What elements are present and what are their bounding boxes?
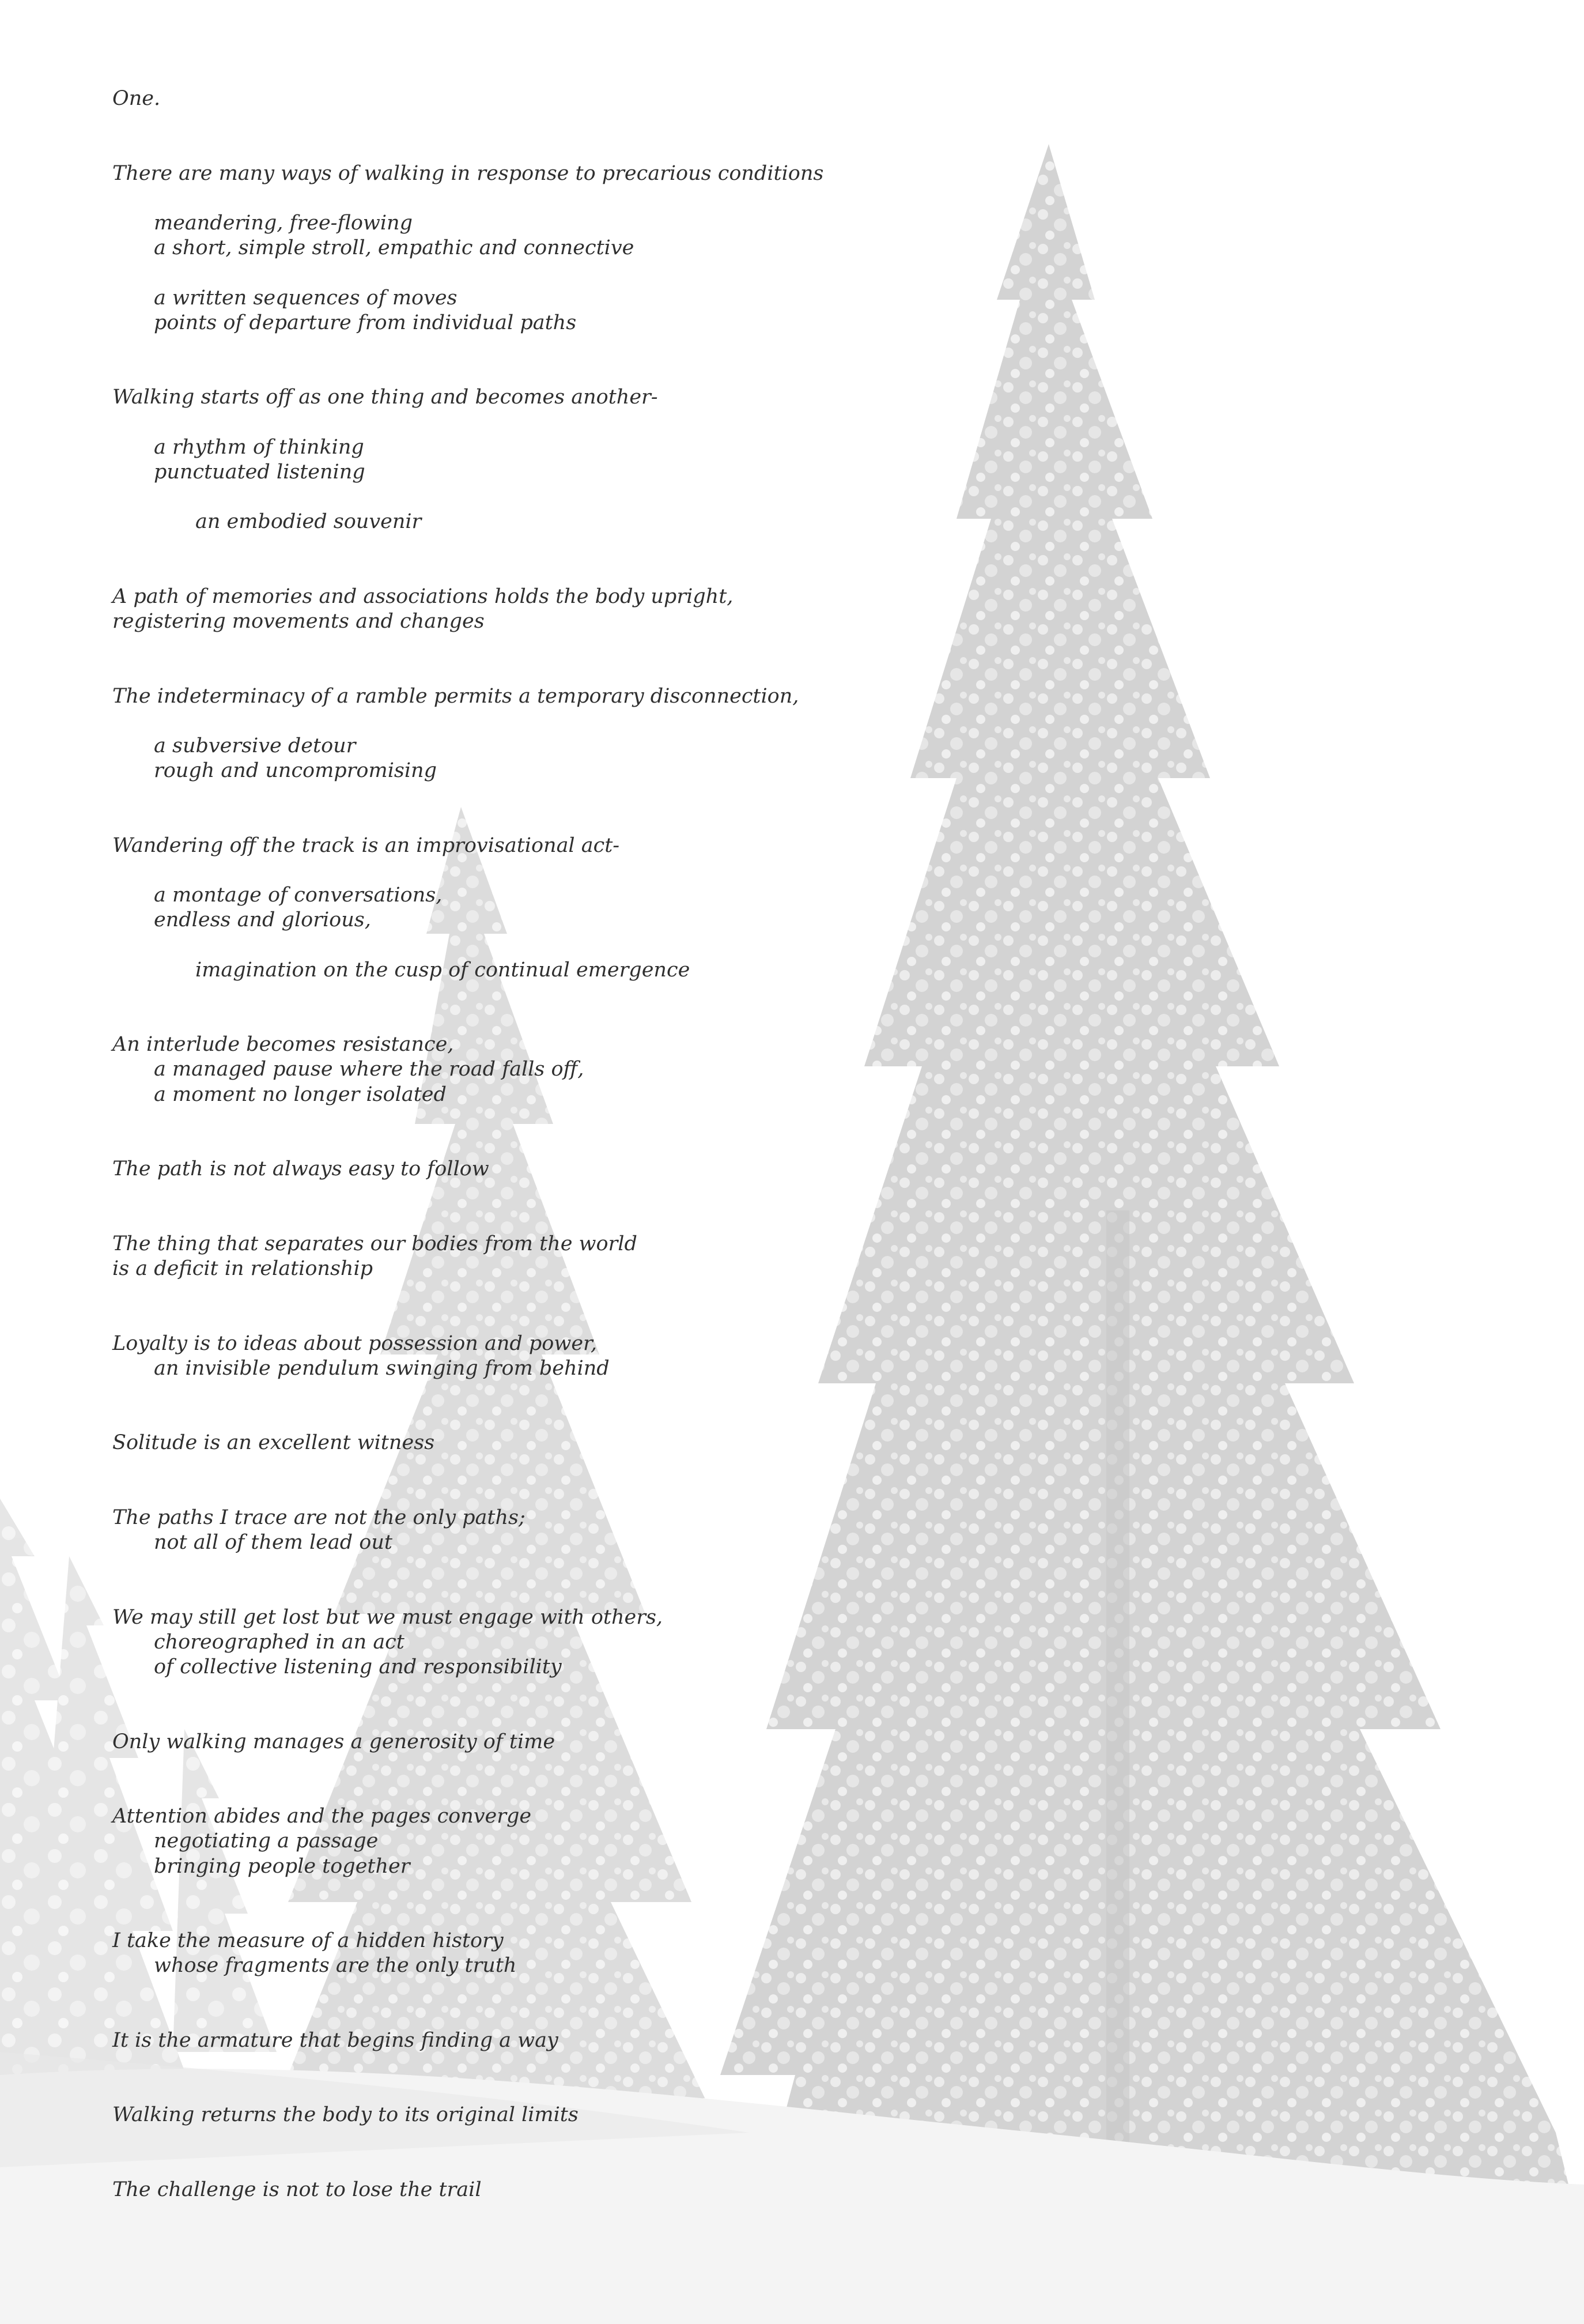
poem-line: The challenge is not to lose the trail [112, 2178, 482, 2202]
poem-line: The path is not always easy to follow [112, 1157, 489, 1181]
poem-line: a moment no longer isolated [154, 1082, 447, 1106]
poem-line: an invisible pendulum swinging from behind [154, 1356, 610, 1380]
poem-line: endless and glorious, [154, 908, 371, 932]
poem-line: The thing that separates our bodies from the world [112, 1232, 637, 1255]
poem-line: It is the armature that begins finding a way [112, 2028, 558, 2052]
poem-line: One. [112, 87, 161, 110]
poem-line: Solitude is an excellent witness [112, 1431, 435, 1455]
poem-line: We may still get lost but we must engage with others, [112, 1605, 663, 1629]
poem-line: choreographed in an act [154, 1630, 404, 1654]
poem-line: Attention abides and the pages converge [112, 1805, 532, 1828]
poem-line: negotiating a passage [154, 1829, 379, 1853]
poem-line: a montage of conversations, [154, 884, 443, 907]
poem-line: registering movements and changes [112, 609, 485, 633]
poem-line: Loyalty is to ideas about possession and power, [112, 1331, 598, 1355]
poem-line: bringing people together [154, 1854, 410, 1878]
poem-line: The indeterminacy of a ramble permits a temporary disconnection, [112, 684, 799, 708]
poem-line: whose fragments are the only truth [154, 1954, 517, 1978]
poem-line: a rhythm of thinking [154, 435, 364, 459]
poem-line: is a deficit in relationship [112, 1257, 373, 1280]
poem-line: a short, simple stroll, empathic and connective [154, 236, 634, 260]
poem-line: I take the measure of a hidden history [112, 1929, 504, 1953]
poem-line: imagination on the cusp of continual emergence [195, 958, 690, 982]
poem-line: a written sequences of moves [154, 286, 458, 310]
poem-text [112, 86, 977, 2202]
poem-line: A path of memories and associations holds the body upright, [112, 584, 734, 608]
poem-line: punctuated listening [154, 460, 365, 484]
poem-line: The paths I trace are not the only paths; [112, 1506, 526, 1529]
poem-line: of collective listening and responsibility [154, 1655, 562, 1678]
poem-line: an embodied souvenir [195, 510, 422, 534]
poem-line: Wandering off the track is an improvisational act- [112, 833, 620, 857]
poem-line: An interlude becomes resistance, [112, 1033, 454, 1057]
poem-line: There are many ways of walking in response to precarious conditions [112, 161, 824, 185]
poem-line: Walking starts off as one thing and becomes another- [112, 386, 658, 409]
poem-line: a subversive detour [154, 734, 356, 757]
poem-line: Walking returns the body to its original limits [112, 2103, 579, 2127]
poem-line: points of departure from individual paths [154, 311, 577, 334]
poem-line: rough and uncompromising [154, 759, 437, 783]
poem-line: meandering, free-flowing [154, 211, 413, 235]
poem-line: Only walking manages a generosity of time [112, 1730, 555, 1753]
poem-line: not all of them lead out [154, 1531, 392, 1555]
poem-line: a managed pause where the road falls off, [154, 1058, 584, 1081]
